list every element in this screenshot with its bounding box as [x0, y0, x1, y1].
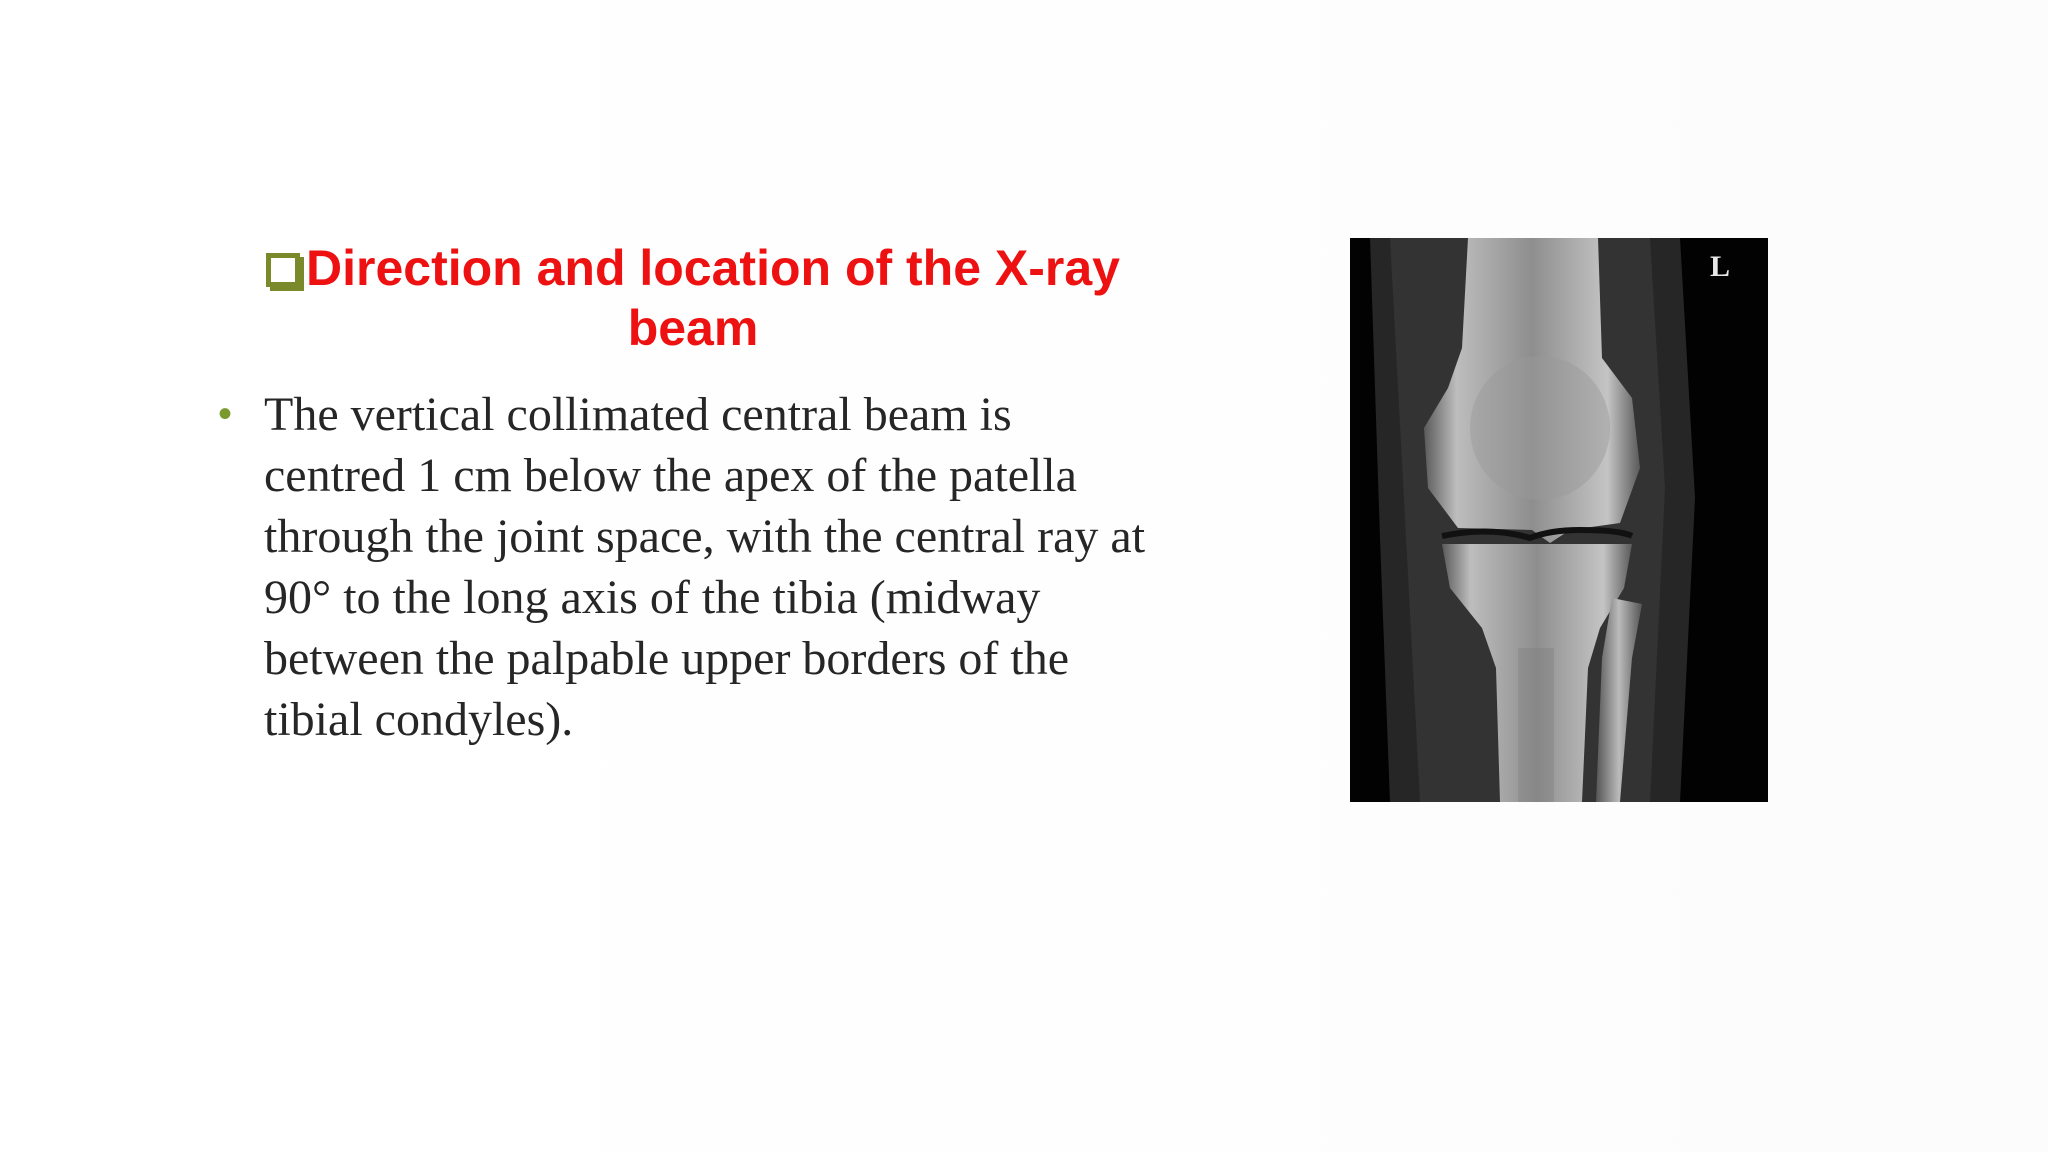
bullet-item — [214, 384, 1154, 750]
knee-xray-illustration — [1350, 238, 1768, 802]
bullet-list — [214, 384, 1154, 750]
slide-heading — [228, 238, 1158, 358]
knee-xray-image — [1350, 238, 1768, 802]
heading-text: Direction and location of the X-ray beam — [306, 240, 1120, 356]
bullet-dot-icon: • — [218, 392, 233, 436]
side-marker-label: L — [1709, 250, 1730, 283]
bullet-text: The vertical collimated central beam is centred 1 cm below the apex of the patella through the joint space, with the central ray at 90° to the long axis of the tibia (midway between the palpable upper borders of the tibial condyles). — [264, 388, 1146, 746]
checkbox-bullet-icon — [266, 253, 300, 287]
